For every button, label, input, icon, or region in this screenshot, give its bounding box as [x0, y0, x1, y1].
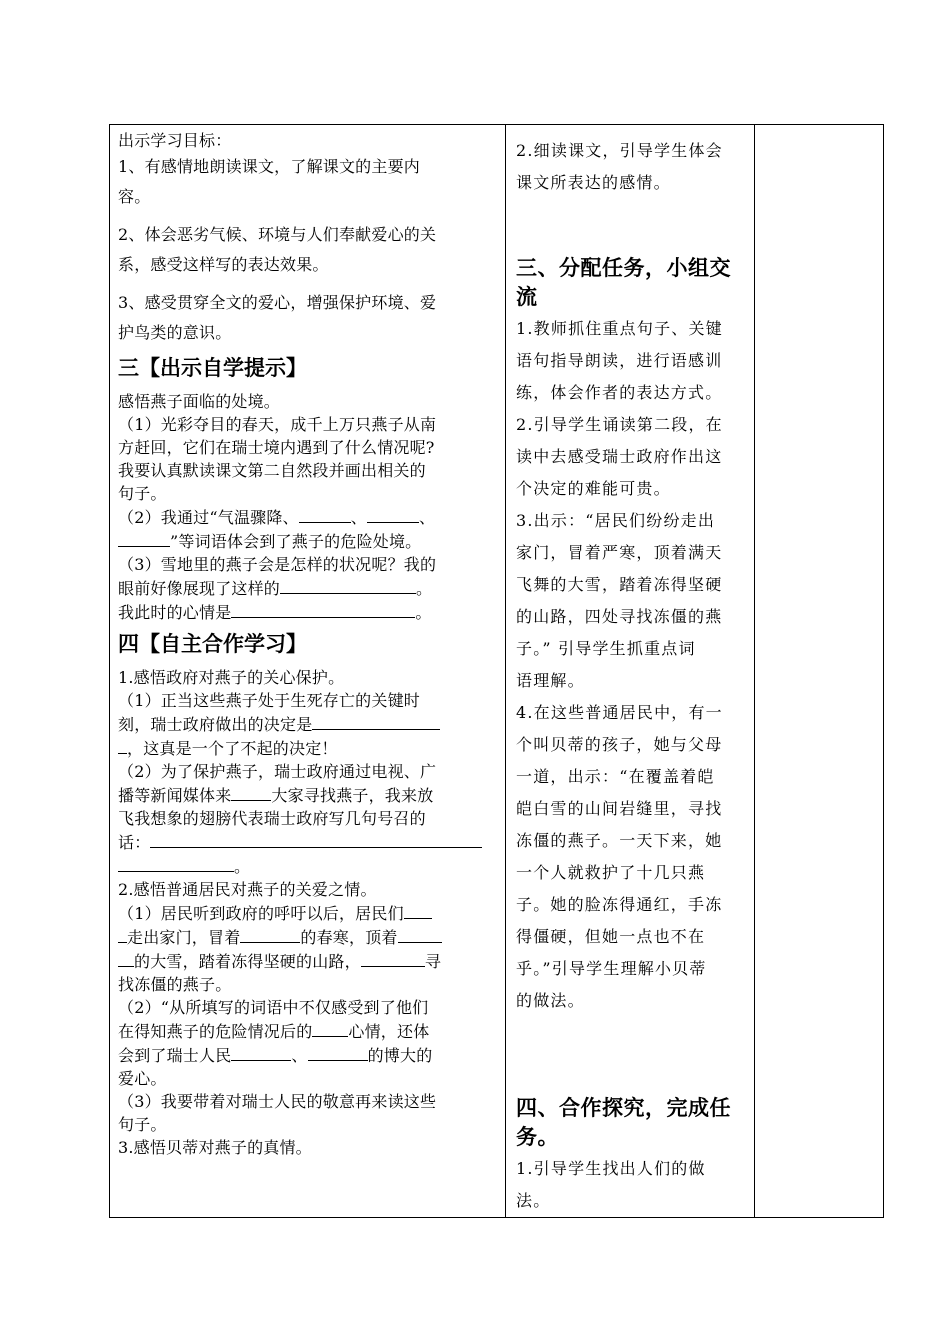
task-1-line-2: 语句指导朗读，进行语感训 — [516, 351, 723, 370]
section-4-item-2-q3-line-2: 句子。 — [118, 1115, 167, 1134]
blank-line — [118, 529, 170, 547]
blank-line — [404, 901, 432, 919]
text-segment: 会到了瑞士人民 — [118, 1046, 232, 1065]
task-4-line-4: 皑白雪的山间岩缝里，寻找 — [516, 799, 723, 818]
text-segment: 的春寒，顶着 — [300, 928, 398, 947]
section-4-item-2-q2-line-1: （2）“从所填写的词语中不仅感受到了他们 — [118, 998, 429, 1017]
text-segment: 的大雪，踏着冻得坚硬的山路， — [134, 952, 361, 971]
text-segment: 大家寻找燕子，我来放 — [271, 786, 434, 805]
explore-1-line-1: 1.引导学生找出人们的做 — [516, 1159, 706, 1178]
task-4-line-8: 得僵硬，但她一点也不在 — [516, 927, 706, 946]
task-2-line-2: 读中去感受瑞士政府作出这 — [516, 447, 723, 466]
blank-line — [150, 830, 482, 848]
blank-line — [312, 712, 440, 730]
section-3-q3-line-2 — [118, 576, 499, 600]
task-3-line-3: 飞舞的大雪，踏着冻得坚硬 — [516, 575, 723, 594]
section-4-heading: 四【自主合作学习】 — [118, 631, 307, 656]
text-segment: 、 — [291, 1046, 308, 1065]
section-3-q1-line-3: 我要认真默读课文第二自然段并画出相关的 — [118, 461, 426, 480]
task-2-line-1: 2.引导学生诵读第二段，在 — [516, 415, 723, 434]
section-4-item-1-q2-line-3: 飞我想象的翅膀代表瑞士政府写几句号召的 — [118, 809, 426, 828]
blank-line — [231, 783, 271, 801]
blank-line — [231, 600, 415, 618]
blank-line — [118, 736, 127, 754]
task-heading-line-2: 流 — [516, 284, 538, 309]
section-4-item-2-q2-line-4: 爱心。 — [118, 1069, 167, 1088]
text-segment: 。 — [234, 857, 251, 876]
goal-3-line-1: 3、感受贯穿全文的爱心，增强保护环境、爱 — [118, 293, 437, 312]
blank-line — [367, 505, 419, 523]
text-segment: 。 — [416, 579, 433, 598]
blank-line — [118, 925, 127, 943]
text-segment: （2）我通过“气温骤降、 — [118, 508, 299, 527]
goal-3-line-2: 护鸟类的意识。 — [118, 323, 232, 342]
task-3-line-5: 子。” 引导学生抓重点词 — [516, 639, 696, 658]
task-heading-line-1: 三、分配任务，小组交 — [516, 255, 731, 280]
task-1-line-3: 练，体会作者的表达方式。 — [516, 383, 723, 402]
text-segment: 。 — [415, 603, 432, 622]
section-3-q2-line-2 — [118, 529, 499, 553]
blank-line — [361, 949, 425, 967]
text-segment: ”等词语体会到了燕子的危险处境。 — [170, 532, 422, 551]
section-4-item-1-q2-line-2 — [118, 783, 499, 807]
text-segment: 寻 — [424, 952, 442, 971]
text-segment: 话： — [118, 833, 151, 852]
section-4-item-1-q2-line-5 — [118, 854, 499, 878]
task-3-line-6: 语理解。 — [516, 671, 585, 690]
lesson-table — [109, 124, 884, 1218]
task-1-line-1: 1.教师抓住重点句子、关键 — [516, 319, 723, 338]
task-4-line-9: 乎。”引导学生理解小贝蒂 — [516, 959, 707, 978]
text-segment: 我此时的心情是 — [118, 603, 232, 622]
text-segment: 、 — [418, 508, 436, 527]
task-4-line-6: 一个人就救护了十几只燕 — [516, 863, 706, 882]
section-4-item-2-q2-line-3 — [118, 1043, 499, 1067]
task-4-line-7: 子。她的脸冻得通红，手冻 — [516, 895, 723, 914]
blank-line — [299, 505, 351, 523]
section-3-q1-line-1: （1）光彩夺目的春天，成千上万只燕子从南 — [118, 415, 437, 434]
section-4-item-1-q1-line-1: （1）正当这些燕子处于生死存亡的关键时 — [118, 691, 420, 710]
guide-read-line-1: 2.细读课文，引导学生体会 — [516, 141, 723, 160]
text-segment: 、 — [350, 508, 367, 527]
blank-line — [312, 1019, 348, 1037]
task-3-line-1: 3.出示：“居民们纷纷走出 — [516, 511, 716, 530]
blank-line — [398, 925, 442, 943]
section-4-item-2-q1-line-4: 找冻僵的燕子。 — [118, 975, 232, 994]
section-3-q3-line-1: （3）雪地里的燕子会是怎样的状况呢？我的 — [118, 555, 437, 574]
goal-2-line-2: 系，感受这样写的表达效果。 — [118, 255, 329, 274]
goal-title: 出示学习目标： — [118, 131, 232, 150]
text-segment: 刻，瑞士政府做出的决定是 — [118, 715, 313, 734]
section-3-q2-line-1 — [118, 505, 499, 529]
task-3-line-2: 家门，冒着严寒，顶着满天 — [516, 543, 723, 562]
goal-2-line-1: 2、体会恶劣气候、环境与人们奉献爱心的关 — [118, 225, 437, 244]
section-4-item-2-q3-line-1: （3）我要带着对瑞士人民的敬意再来读这些 — [118, 1092, 437, 1111]
study-content-column — [110, 125, 506, 1217]
blank-line — [231, 1043, 291, 1061]
task-4-line-3: 一道，出示：“在覆盖着皑 — [516, 767, 715, 786]
blank-line — [118, 854, 234, 872]
teacher-guidance-column — [506, 125, 755, 1217]
section-4-item-2-q1-line-2 — [118, 925, 499, 949]
explore-heading-line-2: 务。 — [516, 1124, 559, 1149]
notes-column — [755, 125, 883, 1217]
section-4-item-2-q2-line-2 — [118, 1019, 499, 1043]
section-4-item-1-q2-line-4 — [118, 830, 499, 854]
section-4-item-1-q2-line-1: （2）为了保护燕子，瑞士政府通过电视、广 — [118, 762, 437, 781]
task-4-line-1: 4.在这些普通居民中，有一 — [516, 703, 723, 722]
blank-line — [308, 1043, 368, 1061]
section-4-item-1: 1.感悟政府对燕子的关心保护。 — [118, 668, 345, 687]
goal-1-line-1: 1、有感情地朗读课文，了解课文的主要内 — [118, 157, 420, 176]
blank-line — [118, 949, 134, 967]
section-4-item-2-q1-line-3 — [118, 949, 499, 973]
explore-heading-line-1: 四、合作探究，完成任 — [516, 1095, 731, 1120]
task-4-line-2: 个叫贝蒂的孩子，她与父母 — [516, 735, 723, 754]
task-3-line-4: 的山路，四处寻找冻僵的燕 — [516, 607, 723, 626]
text-segment: （1）居民听到政府的呼吁以后，居民们 — [118, 904, 404, 923]
section-3-intro: 感悟燕子面临的处境。 — [118, 392, 281, 411]
text-segment: 走出家门，冒着 — [127, 928, 241, 947]
task-2-line-3: 个决定的难能可贵。 — [516, 479, 671, 498]
section-4-item-3: 3.感悟贝蒂对燕子的真情。 — [118, 1138, 312, 1157]
text-segment: 心情，还体 — [348, 1022, 430, 1041]
blank-line — [240, 925, 300, 943]
section-3-heading: 三【出示自学提示】 — [118, 355, 307, 380]
section-3-q3-line-3 — [118, 600, 499, 624]
goal-1-line-2: 容。 — [118, 187, 151, 206]
section-4-item-1-q1-line-2 — [118, 712, 499, 736]
text-segment: 眼前好像展现了这样的 — [118, 579, 281, 598]
text-segment: 播等新闻媒体来 — [118, 786, 232, 805]
section-3-q1-line-4: 句子。 — [118, 484, 167, 503]
task-4-line-10: 的做法。 — [516, 991, 585, 1010]
text-segment: 的博大的 — [367, 1046, 433, 1065]
section-4-item-2: 2.感悟普通居民对燕子的关爱之情。 — [118, 880, 377, 899]
section-3-q1-line-2: 方赶回，它们在瑞士境内遇到了什么情况呢? — [118, 438, 435, 457]
text-segment: ，这真是一个了不起的决定！ — [127, 739, 338, 758]
guide-read-line-2: 课文所表达的感情。 — [516, 173, 671, 192]
blank-line — [280, 576, 416, 594]
text-segment: 在得知燕子的危险情况后的 — [118, 1022, 313, 1041]
section-4-item-2-q1-line-1 — [118, 901, 499, 925]
task-4-line-5: 冻僵的燕子。一天下来，她 — [516, 831, 723, 850]
section-4-item-1-q1-line-3 — [118, 736, 499, 760]
explore-1-line-2: 法。 — [516, 1191, 551, 1210]
